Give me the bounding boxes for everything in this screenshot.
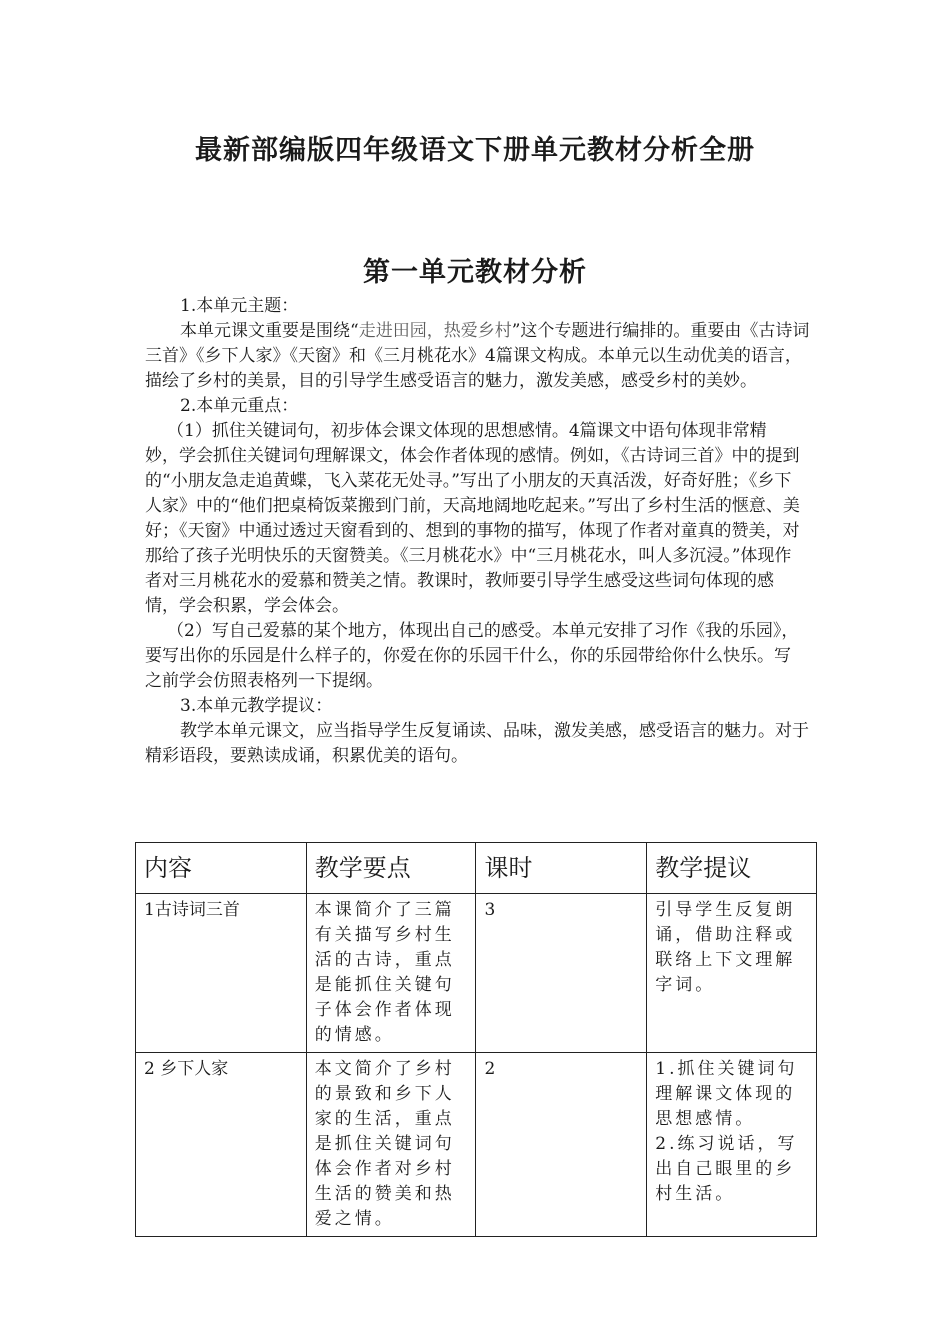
theme-highlight: 走进田园，热爱乡村: [358, 321, 512, 341]
advice-line: 2.练习说话，写出自己眼里的乡村生活。: [655, 1134, 798, 1204]
focus-heading: 2.本单元重点：: [180, 396, 299, 416]
cell-hours: 3: [476, 894, 647, 1053]
teaching-plan-table: [135, 842, 817, 1237]
theme-text-post: ”这个专题进行编排的。重要由《古诗词三首》《乡下人家》《天窗》和《三月桃花水》4篇课文构成。本单元以生动优美的语言，描绘了乡村的美景，目的引导学生感受语言的魅力，激发美感，感受乡村的美妙。: [145, 321, 810, 391]
cell-content: 2 乡下人家: [136, 1053, 307, 1237]
cell-hours: 2: [476, 1053, 647, 1237]
header-content: 内容: [136, 843, 307, 894]
cell-advice: [647, 1053, 817, 1237]
focus-point-2: （2）写自己爱慕的某个地方，体现出自己的感受。本单元安排了习作《我的乐园》，要写出你的乐园是什么样子的，你爱在你的乐园干什么，你的乐园带给你什么快乐。写之前学会仿照表格列一下提纲。: [145, 621, 799, 691]
cell-advice: [647, 894, 817, 1053]
advice-line: 引导学生反复朗诵，借助注释或联络上下文理解字词。: [655, 900, 796, 995]
cell-content: 1古诗词三首: [136, 894, 307, 1053]
focus-point-1: （1）抓住关键词句，初步体会课文体现的思想感情。4篇课文中语句体现非常精妙，学会抓住关键词句理解课文，体会作者体现的感情。例如，《古诗词三首》中的提到的“小朋友急走追黄蝶，飞入菜花无处寻。”写出了小朋友的天真活泼，好奇好胜；《乡下人家》中的“他们把桌椅饭菜搬到门前，天高地阔地吃起来。”写出了乡村生活的惬意、美好；《天窗》中通过透过天窗看到的、想到的事物的描写，体现了作者对童真的赞美，对那给了孩子光明快乐的天窗赞美。《三月桃花水》中“三月桃花水，叫人多沉浸。”体现作者对三月桃花水的爱慕和赞美之情。教课时，教师要引导学生感受这些词句体现的感情，学会积累，学会体会。: [145, 421, 800, 616]
document-title: 最新部编版四年级语文下册单元教材分析全册: [195, 135, 755, 166]
advice-heading: 3.本单元教学提议：: [180, 696, 333, 716]
header-advice: 教学提议: [647, 843, 817, 894]
theme-heading: 1.本单元主题：: [180, 296, 299, 316]
cell-key-points: 本课简介了三篇有关描写乡村生活的古诗，重点是能抓住关键句子体会作者体现的情感。: [306, 894, 476, 1053]
table-row: [136, 1053, 817, 1237]
header-hours: 课时: [476, 843, 647, 894]
unit-analysis-body: [145, 294, 817, 769]
table-row: [136, 894, 817, 1053]
header-key-points: 教学要点: [306, 843, 476, 894]
advice-line: 1.抓住关键词句理解课文体现的思想感情。: [655, 1059, 798, 1129]
table-header-row: [136, 843, 817, 894]
unit-title: 第一单元教材分析: [363, 257, 587, 288]
advice-paragraph: 教学本单元课文，应当指导学生反复诵读、品味，激发美感，感受语言的魅力。对于精彩语段，要熟读成诵，积累优美的语句。: [145, 721, 809, 766]
theme-text-pre: 本单元课文重要是围绕“: [180, 321, 359, 341]
theme-paragraph: [145, 319, 817, 394]
cell-key-points: 本文简介了乡村的景致和乡下人家的生活，重点是抓住关键词句体会作者对乡村生活的赞美和热爱之情。: [306, 1053, 476, 1237]
